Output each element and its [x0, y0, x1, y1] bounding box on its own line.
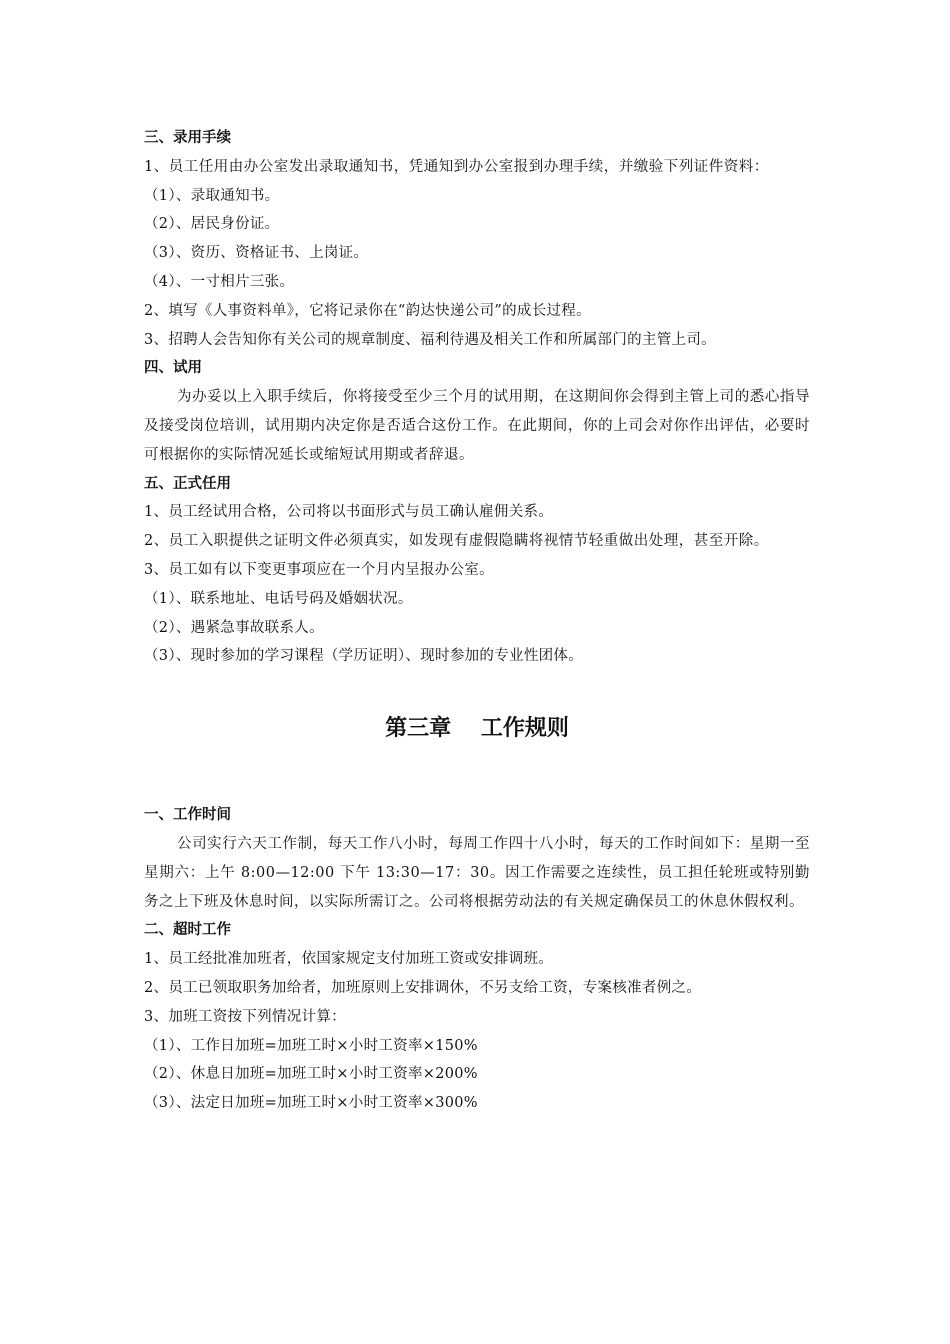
paragraph-overtime-item-1: 1、员工经批准加班者，依国家规定支付加班工资或安排调班。 — [144, 951, 554, 968]
list-item: （1）、录取通知书。 — [144, 187, 280, 204]
section-heading-work-hours: 一、工作时间 — [144, 807, 231, 824]
list-item: （4）、一寸相片三张。 — [144, 273, 295, 290]
section-heading-probation: 四、试用 — [144, 360, 202, 377]
paragraph-hiring-item-2: 2、填写《人事资料单》，它将记录你在“韵达快递公司”的成长过程。 — [144, 302, 591, 319]
paragraph-work-hours: 公司实行六天工作制，每天工作八小时，每周工作四十八小时，每天的工作时间如下：星期一至星期六：上午 8:00—12:00 下午 13:30—17：30。因工作需要之连续性，员工担任轮班或特别勤务之上下班及休息时间，以实际所需订之。公司将根据劳动法的有关规定确保员工的休息休假权利。 — [144, 835, 810, 910]
paragraph-formal-item-1: 1、员工经试用合格，公司将以书面形式与员工确认雇佣关系。 — [144, 504, 554, 521]
paragraph-overtime-item-3: 3、加班工资按下列情况计算： — [144, 1008, 346, 1025]
paragraph-hiring-item-1: 1、员工任用由办公室发出录取通知书，凭通知到办公室报到办理手续，并缴验下列证件资料： — [144, 158, 769, 175]
list-item: （3）、现时参加的学习课程（学历证明）、现时参加的专业性团体。 — [144, 648, 584, 665]
section-heading-formal-employment: 五、正式任用 — [144, 475, 231, 492]
paragraph-overtime-item-2: 2、员工已领取职务加给者，加班原则上安排调休，不另支给工资，专案核准者例之。 — [144, 979, 702, 996]
document-page — [144, 124, 810, 1118]
section-heading-overtime: 二、超时工作 — [144, 922, 231, 939]
chapter-title: 第三章 工作规则 — [385, 716, 569, 742]
paragraph-formal-item-2: 2、员工入职提供之证明文件必须真实，如发现有虚假隐瞒将视情节轻重做出处理，甚至开除。 — [144, 533, 769, 550]
list-item: （1）、联系地址、电话号码及婚姻状况。 — [144, 590, 413, 607]
list-item: （1）、工作日加班=加班工时×小时工资率×150% — [144, 1037, 478, 1054]
list-item: （2）、遇紧急事故联系人。 — [144, 619, 324, 636]
list-item: （3）、资历、资格证书、上岗证。 — [144, 245, 369, 262]
list-item: （3）、法定日加班=加班工时×小时工资率×300% — [144, 1095, 478, 1112]
paragraph-formal-item-3: 3、员工如有以下变更事项应在一个月内呈报办公室。 — [144, 561, 494, 578]
list-item: （2）、休息日加班=加班工时×小时工资率×200% — [144, 1066, 478, 1083]
list-item: （2）、居民身份证。 — [144, 216, 280, 233]
section-heading-hiring: 三、录用手续 — [144, 130, 231, 146]
paragraph-probation: 为办妥以上入职手续后，你将接受至少三个月的试用期，在这期间你会得到主管上司的悉心指导及接受岗位培训，试用期内决定你是否适合这份工作。在此期间，你的上司会对你作出评估，必要时可根据你的实际情况延长或缩短试用期或者辞退。 — [144, 389, 810, 463]
paragraph-hiring-item-3: 3、招聘人会告知你有关公司的规章制度、福利待遇及相关工作和所属部门的主管上司。 — [144, 331, 716, 348]
